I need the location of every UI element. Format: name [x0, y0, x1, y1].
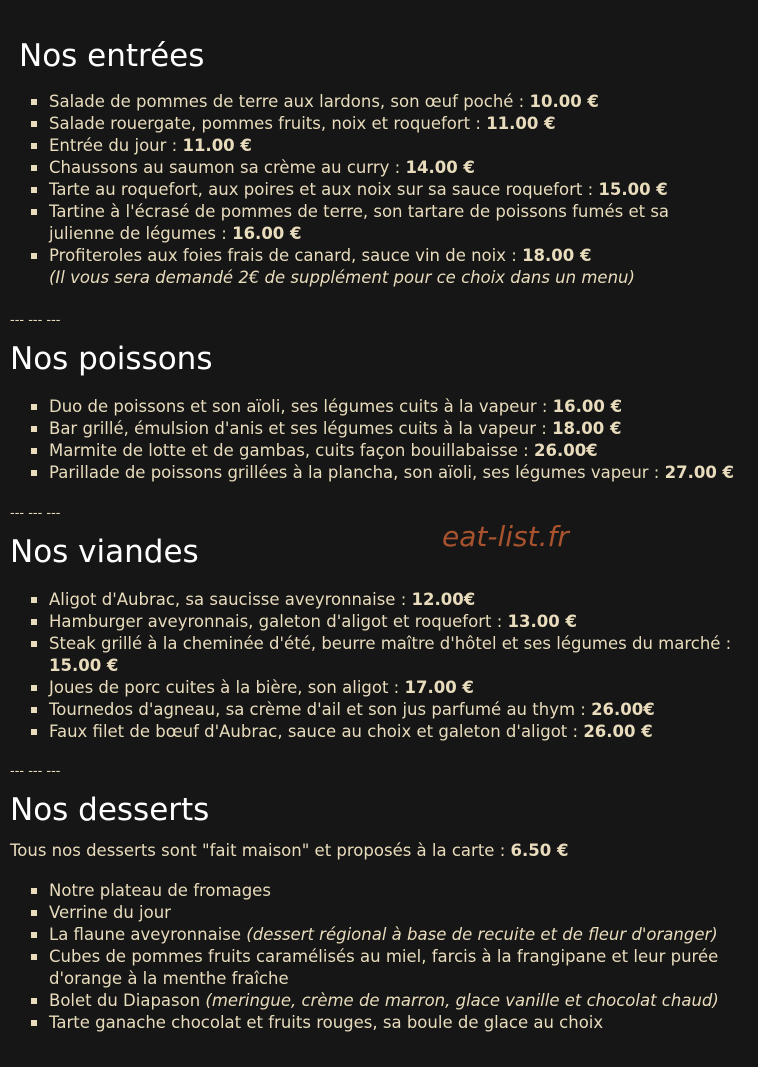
list-item	[0, 1012, 739, 1034]
list-item	[0, 440, 739, 462]
item-price: 10.00 €	[529, 92, 599, 111]
item-text: Entrée du jour :	[49, 136, 183, 155]
item-text: Joues de porc cuites à la bière, son aligot :	[49, 678, 405, 697]
item-text: Cubes de pommes fruits caramélisés au miel, farcis à la frangipane et leur purée d'orange à la menthe fraîche	[49, 947, 719, 988]
item-price: 18.00 €	[522, 246, 592, 265]
entrees-list	[0, 91, 739, 289]
list-item	[0, 462, 739, 484]
section-title-viandes: Nos viandes	[10, 534, 199, 570]
item-text: Hamburger aveyronnais, galeton d'aligot et roquefort :	[49, 612, 508, 631]
item-price: 11.00 €	[182, 136, 252, 155]
list-item	[0, 880, 739, 902]
section-separator: --- --- ---	[10, 764, 61, 779]
section-title-poissons: Nos poissons	[10, 341, 213, 377]
item-price: 27.00 €	[664, 463, 735, 482]
section-title-desserts: Nos desserts	[10, 792, 210, 828]
item-text: Salade de pommes de terre aux lardons, son œuf poché :	[49, 92, 530, 111]
item-text: Profiteroles aux foies frais de canard, sauce vin de noix :	[49, 246, 523, 265]
list-item	[0, 91, 739, 113]
section-separator: --- --- ---	[10, 313, 61, 328]
list-item	[0, 113, 739, 135]
item-text: Bolet du Diapason	[49, 991, 206, 1010]
list-item	[0, 157, 739, 179]
desserts-list	[0, 880, 739, 1034]
item-text: Bar grillé, émulsion d'anis et ses légumes cuits à la vapeur :	[49, 419, 553, 438]
list-item	[0, 135, 739, 157]
list-item	[0, 418, 739, 440]
section-separator: --- --- ---	[10, 506, 61, 521]
site-watermark: eat-list.fr	[442, 520, 569, 553]
item-text: Duo de poissons et son aïoli, ses légumes cuits à la vapeur :	[49, 397, 553, 416]
list-item	[0, 990, 739, 1012]
item-text: Faux filet de bœuf d'Aubrac, sauce au choix et galeton d'aligot :	[49, 722, 584, 741]
item-text: Parillade de poissons grillées à la plancha, son aïoli, ses légumes vapeur :	[49, 463, 665, 482]
list-item	[0, 633, 739, 677]
list-item	[0, 924, 739, 946]
item-text: Steak grillé à la cheminée d'été, beurre maître d'hôtel et ses légumes du marché :	[49, 634, 732, 653]
item-price: 18.00 €	[552, 419, 622, 438]
item-text: Tournedos d'agneau, sa crème d'ail et son jus parfumé au thym :	[49, 700, 592, 719]
item-price: 17.00 €	[404, 678, 474, 697]
section-title-entrees: Nos entrées	[19, 38, 205, 74]
item-price: 16.00 €	[232, 224, 302, 243]
list-item	[0, 245, 739, 289]
item-price: 12.00€	[411, 590, 476, 609]
item-price: 26.00€	[591, 700, 655, 719]
item-note: (meringue, crème de marron, glace vanille et chocolat chaud)	[205, 991, 719, 1010]
item-note: (dessert régional à base de recuite et de fleur d'oranger)	[246, 925, 718, 944]
list-item	[0, 201, 739, 245]
item-text: Tartine à l'écrasé de pommes de terre, son tartare de poissons fumés et sa julienne de légumes :	[49, 202, 670, 243]
viandes-list	[0, 589, 739, 743]
list-item	[0, 179, 739, 201]
list-item	[0, 721, 739, 743]
item-text: Salade rouergate, pommes fruits, noix et roquefort :	[49, 114, 487, 133]
item-price: 16.00 €	[552, 397, 623, 416]
item-price: 15.00 €	[49, 656, 119, 675]
list-item	[0, 589, 739, 611]
item-text: Marmite de lotte et de gambas, cuits façon bouillabaisse :	[49, 441, 534, 460]
item-text: Notre plateau de fromages	[49, 881, 271, 900]
item-price: 14.00 €	[405, 158, 475, 177]
list-item	[0, 699, 739, 721]
intro-price: 6.50 €	[510, 841, 569, 860]
item-note: (Il vous sera demandé 2€ de supplément pour ce choix dans un menu)	[49, 268, 635, 287]
item-text: Tarte ganache chocolat et fruits rouges, sa boule de glace au choix	[49, 1013, 604, 1032]
item-price: 26.00€	[533, 441, 598, 460]
item-price: 15.00 €	[598, 180, 668, 199]
list-item	[0, 396, 739, 418]
item-price: 26.00 €	[583, 722, 653, 741]
item-text: Chaussons au saumon sa crème au curry :	[49, 158, 406, 177]
poissons-list	[0, 396, 739, 484]
list-item	[0, 611, 739, 633]
list-item	[0, 677, 739, 699]
list-item	[0, 902, 739, 924]
item-price: 11.00 €	[486, 114, 556, 133]
item-text: Verrine du jour	[49, 903, 171, 922]
item-text: Aligot d'Aubrac, sa saucisse aveyronnaise :	[49, 590, 412, 609]
desserts-intro	[10, 840, 568, 862]
item-text: La flaune aveyronnaise	[49, 925, 247, 944]
item-text: Tarte au roquefort, aux poires et aux noix sur sa sauce roquefort :	[49, 180, 599, 199]
intro-text: Tous nos desserts sont "fait maison" et proposés à la carte :	[10, 841, 511, 860]
list-item	[0, 946, 739, 990]
item-price: 13.00 €	[507, 612, 577, 631]
